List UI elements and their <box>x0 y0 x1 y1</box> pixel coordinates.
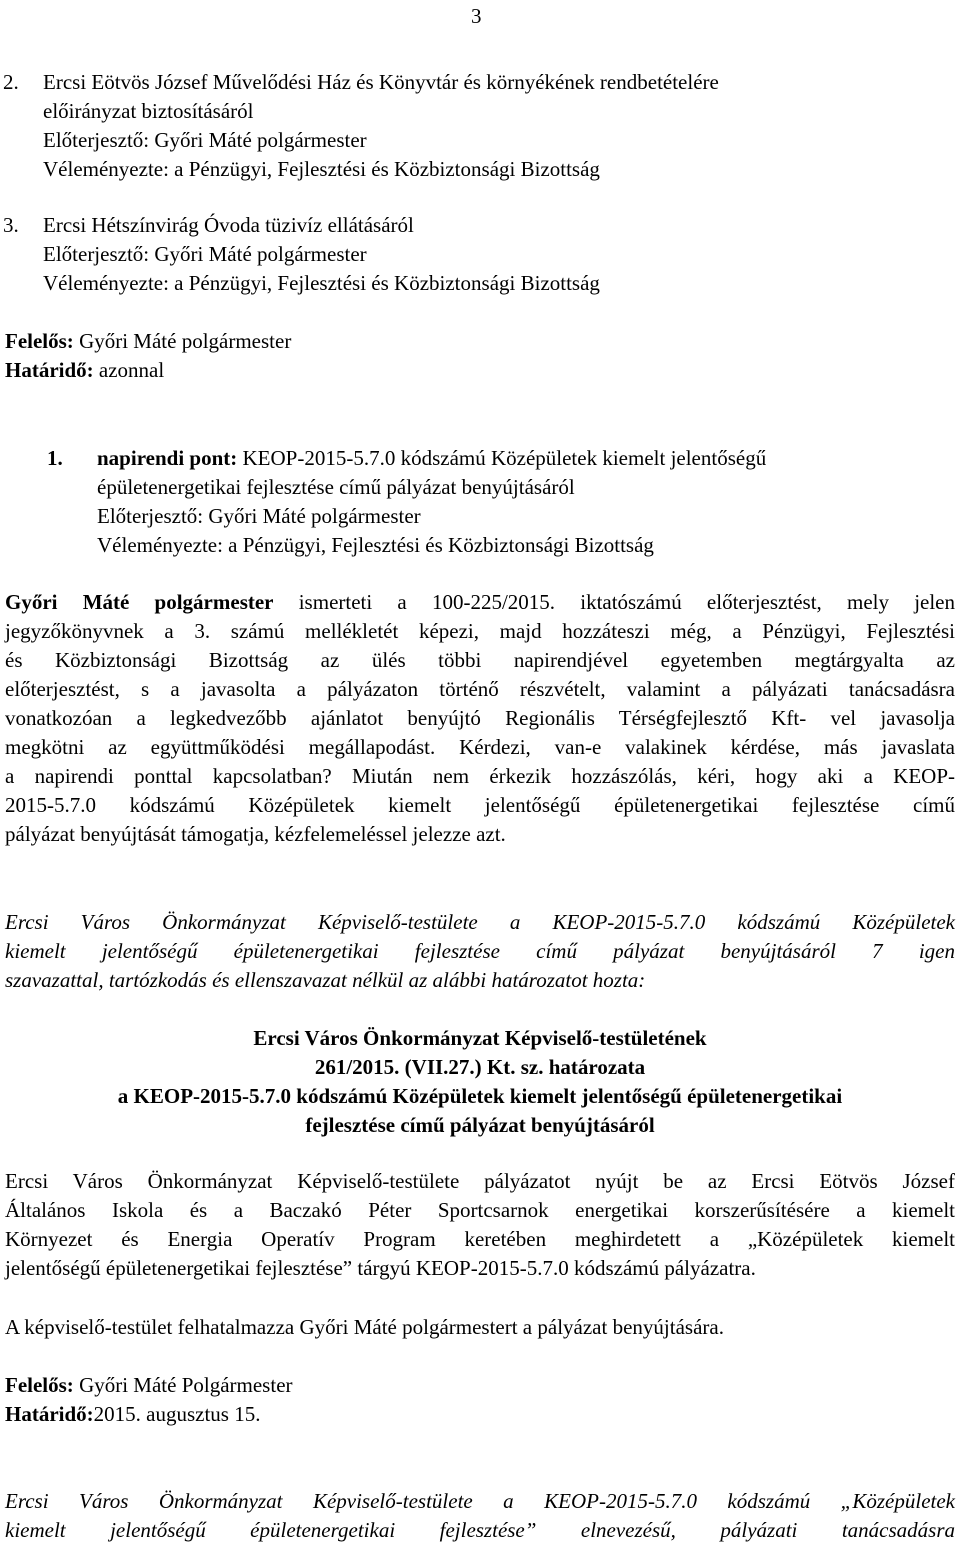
agenda-item-reviewer: Véleményezte: a Pénzügyi, Fejlesztési és Közbiztonsági Bizottság <box>43 157 600 181</box>
discussion-line: 2015-5.7.0 kódszámú Középületek kiemelt jelentőségű épületenergetikai fejlesztése című <box>5 793 955 817</box>
responsible-deadline-1 <box>5 327 955 385</box>
discussion-line: Győri Máté polgármester ismerteti a 100-225/2015. iktatószámú előterjesztést, mely jelen <box>5 590 956 614</box>
authorization-paragraph <box>5 1313 955 1342</box>
vote-intro-2 <box>5 1487 955 1545</box>
agenda-item-reviewer: Véleményezte: a Pénzügyi, Fejlesztési és Közbiztonsági Bizottság <box>43 271 600 295</box>
discussion-line: a napirendi ponttal kapcsolatban? Miután nem érkezik hozzászólás, kéri, hogy aki a KEOP- <box>5 764 955 788</box>
resolution-title-line: Ercsi Város Önkormányzat Képviselő-testületének <box>253 1026 707 1050</box>
agenda-item-title: Ercsi Eötvös József Művelődési Ház és Könyvtár és környékének rendbetételére <box>43 70 719 94</box>
resolution-body <box>5 1167 955 1283</box>
deadline-value: 2015. augusztus 15. <box>93 1402 261 1426</box>
point-title-cont: épületenergetikai fejlesztése című pályázat benyújtásáról <box>97 475 575 499</box>
resolution-body-line: Környezet és Energia Operatív Program keretében meghirdetett a „Középületek kiemelt <box>5 1227 955 1251</box>
resolution-number: 261/2015. (VII.27.) Kt. sz. határozata <box>314 1055 646 1079</box>
deadline-label: Határidő: <box>5 1402 94 1426</box>
page-number: 3 <box>471 4 482 28</box>
deadline-line <box>5 356 955 385</box>
resolution-body-line: jelentőségű épületenergetikai fejlesztése” tárgyú KEOP-2015-5.7.0 kódszámú pályázatra. <box>5 1256 756 1280</box>
vote-intro-line: szavazattal, tartózkodás és ellenszavazat nélkül az alábbi határozatot hozta: <box>5 968 646 992</box>
agenda-item-title: Ercsi Hétszínvirág Óvoda tüzivíz ellátásáról <box>43 213 414 237</box>
agenda-item-2 <box>3 68 719 184</box>
point-number: 1. <box>47 446 63 470</box>
agenda-item-presenter: Előterjesztő: Győri Máté polgármester <box>43 128 367 152</box>
deadline-value: azonnal <box>93 358 165 382</box>
vote-intro-line: kiemelt jelentőségű épületenergetikai fejlesztése” elnevezésű, pályázati tanácsadásra <box>5 1518 955 1542</box>
speaker-name: Győri Máté polgármester <box>5 590 274 614</box>
vote-intro-line: Ercsi Város Önkormányzat Képviselő-testülete a KEOP-2015-5.7.0 kódszámú „Középületek <box>5 1489 955 1513</box>
discussion-line: előterjesztést, s a javasolta a pályázaton történő részvételt, valamint a pályázati tanácsadásra <box>5 677 955 701</box>
responsible-value: Győri Máté Polgármester <box>73 1373 293 1397</box>
point-title-text: KEOP-2015-5.7.0 kódszámú Középületek kiemelt jelentőségű <box>237 446 767 470</box>
deadline-label: Határidő: <box>5 358 94 382</box>
responsible-label: Felelős: <box>5 329 74 353</box>
agenda-item-number: 2. <box>3 70 19 94</box>
agenda-point-1 <box>47 444 955 560</box>
discussion-line: megkötni az együttműködési megállapodást. Kérdezi, van-e valakinek kérdése, más javaslata <box>5 735 955 759</box>
agenda-item-3 <box>3 211 600 298</box>
point-presenter: Előterjesztő: Győri Máté polgármester <box>97 504 421 528</box>
deadline-line <box>5 1400 955 1429</box>
authorization-text: A képviselő-testület felhatalmazza Győri Máté polgármestert a pályázat benyújtására. <box>5 1315 724 1339</box>
resolution-subject-cont: fejlesztése című pályázat benyújtásáról <box>305 1113 655 1137</box>
point-reviewer: Véleményezte: a Pénzügyi, Fejlesztési és Közbiztonsági Bizottság <box>97 533 654 557</box>
resolution-subject: a KEOP-2015-5.7.0 kódszámú Középületek kiemelt jelentőségű épületenergetikai <box>117 1084 843 1108</box>
resolution-body-line: Ercsi Város Önkormányzat Képviselő-testülete pályázatot nyújt be az Ercsi Eötvös József <box>5 1169 955 1193</box>
agenda-item-number: 3. <box>3 213 19 237</box>
point-label: napirendi pont: <box>97 446 238 470</box>
discussion-line: jegyzőkönyvnek a 3. számú mellékletét képezi, majd hozzáteszi még, a Pénzügyi, Fejlesztési <box>5 619 955 643</box>
responsible-line <box>5 327 955 356</box>
responsible-value: Győri Máté polgármester <box>73 329 292 353</box>
discussion-line: és Közbiztonsági Bizottság az ülés többi napirendjével egyetemben megtárgyalta az <box>5 648 955 672</box>
vote-intro-line: kiemelt jelentőségű épületenergetikai fejlesztése című pályázat benyújtásáról 7 igen <box>5 939 955 963</box>
agenda-item-presenter: Előterjesztő: Győri Máté polgármester <box>43 242 367 266</box>
responsible-line <box>5 1371 955 1400</box>
point-title <box>97 444 955 473</box>
vote-intro <box>5 908 955 995</box>
discussion-line: vonatkozóan a legkedvezőbb ajánlatot benyújtó Regionális Térségfejlesztő Kft- vel javasolja <box>5 706 955 730</box>
resolution-body-line: Általános Iskola és a Baczakó Péter Sportcsarnok energetikai korszerűsítésére a kiemelt <box>5 1198 955 1222</box>
agenda-item-title-cont: előirányzat biztosításáról <box>43 99 254 123</box>
responsible-deadline-2 <box>5 1371 955 1429</box>
discussion-paragraph <box>5 588 955 849</box>
vote-intro-line: Ercsi Város Önkormányzat Képviselő-testülete a KEOP-2015-5.7.0 kódszámú Középületek <box>5 910 955 934</box>
responsible-label: Felelős: <box>5 1373 74 1397</box>
resolution-title <box>5 1024 955 1140</box>
discussion-line: pályázat benyújtását támogatja, kézfelemeléssel jelezze azt. <box>5 822 506 846</box>
